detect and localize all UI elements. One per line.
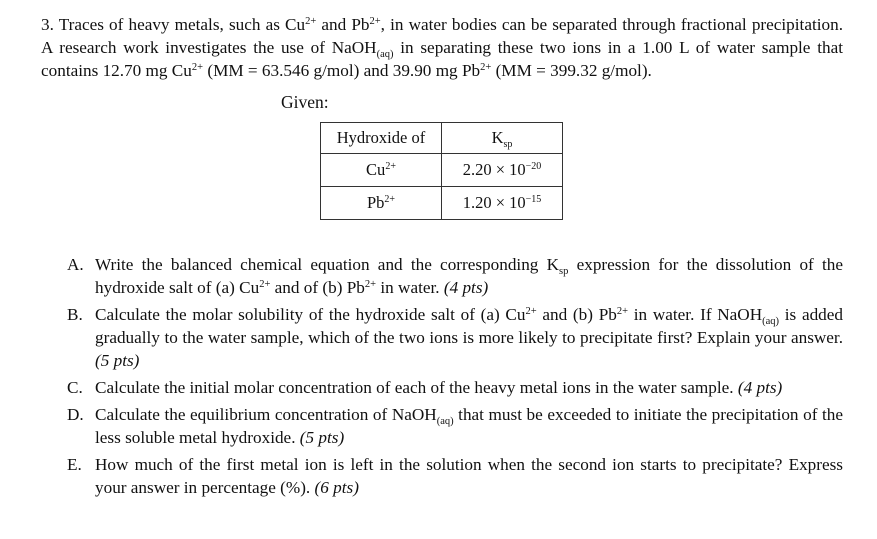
list-item — [67, 303, 843, 372]
given-label: Given: — [281, 92, 329, 112]
ion-cell: $Pb^{2+}$ — [321, 187, 442, 220]
header-hydroxide: Hydroxide of — [321, 123, 442, 154]
question-number: 3. — [41, 15, 54, 34]
points-label: (6 pts) — [314, 478, 359, 497]
item-letter: B. — [67, 305, 83, 324]
item-text: How much of the first metal ion is left in the solution when the second ion starts to precipitate? Express your answer in percentage (%). (6 pts) — [95, 455, 843, 497]
list-item — [67, 453, 843, 499]
item-text: Write the balanced chemical equation and the corresponding $K_{sp}$ expression for the dissolution of the hydroxide salt of (a) $Cu^{2+}$ and of (b) $Pb^{2+}$ in water. (4 pts) — [95, 255, 843, 297]
points-label: (5 pts) — [299, 428, 345, 447]
item-letter: D. — [67, 405, 84, 424]
item-text: Calculate the equilibrium concentration of NaOH$_{(aq)}$ that must be exceeded to initiate the precipitation of the less soluble metal hydroxide. (5 pts) — [95, 405, 843, 447]
table-row — [321, 187, 563, 220]
item-text: Calculate the molar solubility of the hydroxide salt of (a) $Cu^{2+}$ and (b) $Pb^{2+}$ in water. If NaOH$_{(aq)}$ is added gradually to the water sample, which of the two ions is more likely to precipitate first? Explain your answer. (5 pts) — [95, 305, 843, 370]
table-row — [321, 154, 563, 187]
question-stem: 3. Traces of heavy metals, such as $Cu^{2+}$ and $Pb^{2+}$, in water bodies can be separated through fractional precipitation. A research work investigates the use of NaOH$_{(aq)}$ in separating these two ions in a 1.00 L of water sample that contains 12.70 mg $Cu^{2+}$ (MM = 63.546 g/mol) and 39.90 mg $Pb^{2+}$ (MM = 399.32 g/mol). — [41, 15, 843, 80]
item-letter: A. — [67, 255, 84, 274]
list-item — [67, 403, 843, 449]
ksp-cell: $2.20 \times 10^{-20}$ — [442, 154, 563, 187]
points-label: (4 pts) — [443, 278, 489, 297]
list-item — [67, 376, 843, 399]
ion-cell: $Cu^{2+}$ — [321, 154, 442, 187]
item-letter: E. — [67, 455, 82, 474]
question-items — [67, 253, 843, 503]
list-item — [67, 253, 843, 299]
ksp-table — [320, 122, 563, 220]
item-text: Calculate the initial molar concentration of each of the heavy metal ions in the water sample. (4 pts) — [95, 378, 783, 397]
ksp-table-header — [321, 123, 563, 154]
header-ksp: $K_{sp}$ — [442, 123, 563, 154]
item-letter: C. — [67, 378, 83, 397]
points-label: (4 pts) — [737, 378, 783, 397]
ksp-cell: $1.20 \times 10^{-15}$ — [442, 187, 563, 220]
points-label: (5 pts) — [95, 351, 140, 370]
